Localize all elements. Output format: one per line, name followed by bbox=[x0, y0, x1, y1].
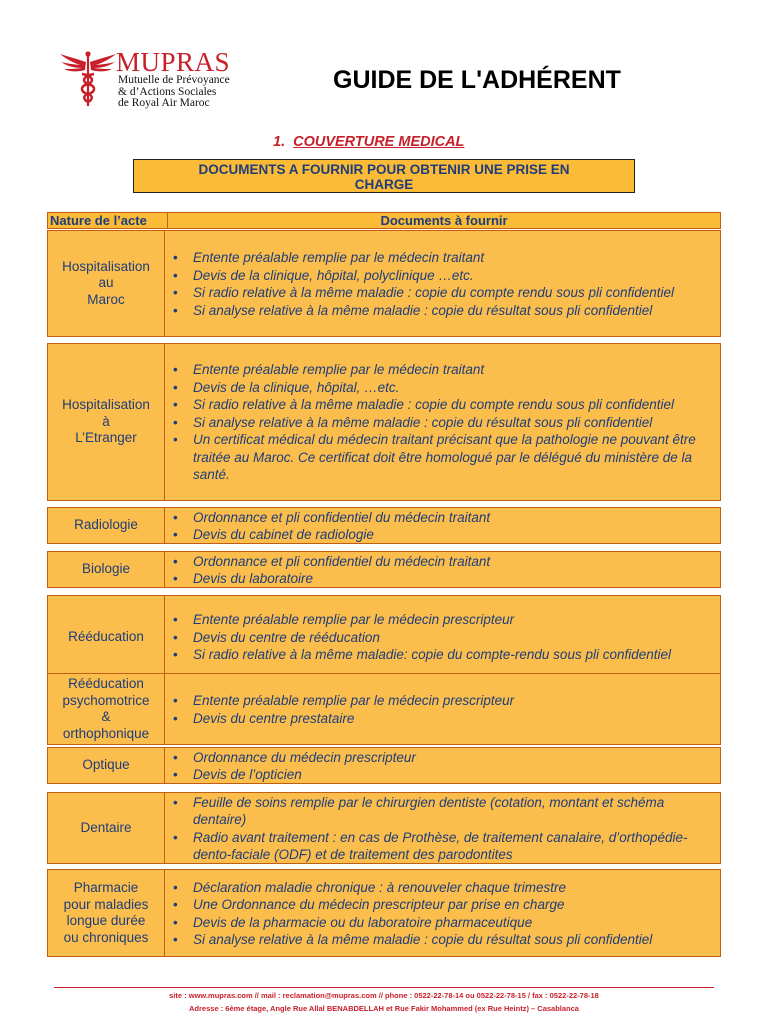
document-item: • Devis de la clinique, hôpital, …etc. bbox=[165, 379, 716, 397]
table-row bbox=[47, 343, 721, 501]
column-header-documents: Documents à fournir bbox=[380, 213, 508, 228]
documents-table bbox=[47, 212, 721, 947]
nature-line: Pharmacie bbox=[73, 880, 139, 895]
documents-list bbox=[165, 611, 716, 664]
footer-contact: site : www.mupras.com // mail : reclamation@mupras.com // phone : 0522-22-78-14 ou 0522-22-78-15 / fax : 0522-22-78-18 bbox=[169, 991, 599, 1000]
nature-line: Rééducation bbox=[68, 628, 144, 644]
footer-divider bbox=[54, 987, 714, 988]
column-header-nature: Nature de l’acte bbox=[48, 213, 168, 228]
table-row bbox=[47, 673, 721, 745]
nature-line: Maroc bbox=[87, 291, 125, 307]
document-item: • Si radio relative à la même maladie: copie du compte-rendu sous pli confidentiel bbox=[165, 646, 716, 664]
banner-line: CHARGE bbox=[354, 177, 414, 192]
document-item: • Entente préalable remplie par le médecin prescripteur bbox=[165, 611, 716, 629]
document-item: • Devis du centre prestataire bbox=[165, 710, 716, 728]
document-item: • Si analyse relative à la même maladie : copie du résultat sous pli confidentiel bbox=[165, 931, 716, 949]
logo-subtitle-line: & d’Actions Sociales bbox=[118, 85, 217, 98]
nature-line: Optique bbox=[82, 757, 130, 773]
nature-line: longue durée bbox=[66, 913, 146, 928]
nature-line: Radiologie bbox=[74, 517, 138, 533]
nature-cell bbox=[48, 870, 165, 956]
nature-line: Dentaire bbox=[80, 819, 132, 835]
documents-cell bbox=[165, 793, 720, 863]
nature-line: à bbox=[102, 413, 110, 429]
document-item: • Déclaration maladie chronique : à renouveler chaque trimestre bbox=[165, 879, 716, 897]
nature-cell bbox=[48, 674, 165, 744]
section-heading bbox=[273, 134, 464, 150]
nature-line: psychomotrice bbox=[62, 692, 150, 708]
document-item: • Devis du centre de rééducation bbox=[165, 629, 716, 647]
document-item: • Un certificat médical du médecin traitant précisant que la pathologie ne pouvant être traitée au Maroc. Ce certificat doit être homologué par le délégué du ministère de la santé. bbox=[165, 431, 716, 484]
nature-line: orthophonique bbox=[62, 725, 150, 741]
document-item: • Devis du laboratoire bbox=[165, 570, 716, 588]
banner-line: DOCUMENTS A FOURNIR POUR OBTENIR UNE PRISE EN bbox=[198, 162, 570, 177]
documents-list bbox=[165, 249, 716, 319]
nature-line: ou chroniques bbox=[63, 929, 149, 945]
page-title: GUIDE DE L'ADHÉRENT bbox=[333, 66, 621, 94]
section-number: 1. bbox=[273, 134, 286, 150]
documents-cell bbox=[165, 231, 720, 336]
logo-subtitle-line: Mutuelle de Prévoyance bbox=[118, 74, 230, 86]
documents-list bbox=[165, 794, 716, 864]
nature-line: L’Etranger bbox=[75, 430, 137, 446]
logo-subtitle bbox=[118, 75, 230, 110]
nature-line: & bbox=[101, 709, 111, 724]
footer-address: Adresse : 6ème étage, Angle Rue Allal BENABDELLAH et Rue Fakir Mohammed (ex Rue Heintz) – Casablanca bbox=[189, 1004, 579, 1013]
document-item: • Ordonnance et pli confidentiel du médecin traitant bbox=[165, 509, 716, 527]
documents-list bbox=[165, 879, 716, 949]
nature-cell bbox=[48, 344, 165, 500]
document-item: • Si radio relative à la même maladie : copie du compte rendu sous pli confidentiel bbox=[165, 396, 716, 414]
document-item: • Si analyse relative à la même maladie : copie du résultat sous pli confidentiel bbox=[165, 414, 716, 432]
documents-cell bbox=[165, 596, 720, 678]
document-item: • Ordonnance et pli confidentiel du médecin traitant bbox=[165, 553, 716, 571]
document-item: • Devis de la clinique, hôpital, polyclinique …etc. bbox=[165, 267, 716, 285]
document-item: • Entente préalable remplie par le médecin traitant bbox=[165, 249, 716, 267]
nature-line: au bbox=[98, 275, 114, 291]
document-item: • Ordonnance du médecin prescripteur bbox=[165, 749, 716, 767]
nature-line: Hospitalisation bbox=[62, 258, 150, 274]
document-item: • Si analyse relative à la même maladie : copie du résultat sous pli confidentiel bbox=[165, 302, 716, 320]
table-row bbox=[47, 551, 721, 588]
table-row bbox=[47, 747, 721, 784]
mupras-logo bbox=[60, 48, 230, 112]
documents-list bbox=[165, 509, 716, 544]
nature-cell bbox=[48, 793, 165, 863]
documents-cell bbox=[165, 508, 720, 543]
document-item: • Devis de l’opticien bbox=[165, 766, 716, 784]
nature-cell bbox=[48, 231, 165, 336]
documents-banner bbox=[133, 159, 635, 193]
logo-subtitle-line: de Royal Air Maroc bbox=[118, 97, 210, 109]
nature-line: pour maladies bbox=[63, 896, 149, 912]
documents-list bbox=[165, 749, 716, 784]
documents-list bbox=[165, 361, 716, 484]
document-item: • Feuille de soins remplie par le chirurgien dentiste (cotation, montant et schéma dentaire) bbox=[165, 794, 716, 829]
document-item: • Devis de la pharmacie ou du laboratoire pharmaceutique bbox=[165, 914, 716, 932]
document-item: • Si radio relative à la même maladie : copie du compte rendu sous pli confidentiel bbox=[165, 284, 716, 302]
nature-line: Biologie bbox=[81, 561, 131, 577]
nature-cell bbox=[48, 748, 165, 783]
nature-line: Hospitalisation bbox=[62, 397, 150, 413]
documents-cell bbox=[165, 552, 720, 587]
documents-list bbox=[165, 692, 716, 727]
table-header bbox=[47, 212, 721, 229]
document-header bbox=[60, 48, 740, 118]
documents-list bbox=[165, 553, 716, 588]
table-row bbox=[47, 595, 721, 679]
table-row bbox=[47, 507, 721, 544]
document-item: • Radio avant traitement : en cas de Prothèse, de traitement canalaire, d’orthopédie-dento-faciale (ODF) et de traitement des parodontites bbox=[165, 829, 716, 864]
documents-cell bbox=[165, 344, 720, 500]
table-row bbox=[47, 792, 721, 864]
documents-cell bbox=[165, 870, 720, 956]
documents-cell bbox=[165, 674, 720, 744]
caduceus-wings-icon bbox=[60, 50, 116, 108]
logo-name: MUPRAS bbox=[116, 47, 231, 77]
table-row bbox=[47, 230, 721, 337]
document-item: • Une Ordonnance du médecin prescripteur par prise en charge bbox=[165, 896, 716, 914]
document-item: • Devis du cabinet de radiologie bbox=[165, 526, 716, 544]
nature-cell bbox=[48, 596, 165, 678]
documents-cell bbox=[165, 748, 720, 783]
nature-cell bbox=[48, 552, 165, 587]
document-item: • Entente préalable remplie par le médecin prescripteur bbox=[165, 692, 716, 710]
table-row bbox=[47, 869, 721, 957]
nature-line: Rééducation bbox=[68, 676, 144, 691]
section-title: COUVERTURE MEDICAL bbox=[293, 134, 465, 150]
document-item: • Entente préalable remplie par le médecin traitant bbox=[165, 361, 716, 379]
nature-cell bbox=[48, 508, 165, 543]
